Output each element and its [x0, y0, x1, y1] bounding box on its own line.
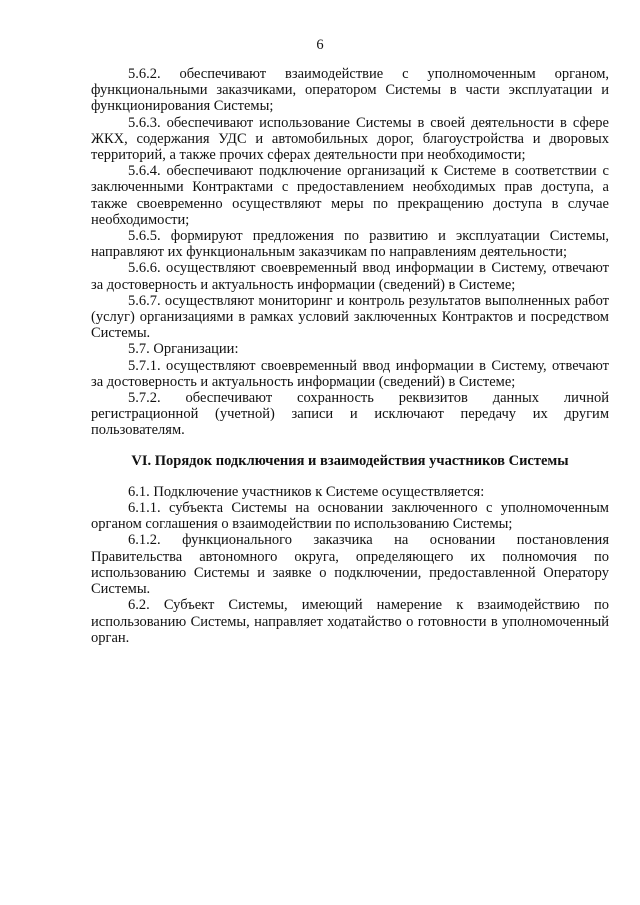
section-heading: VI. Порядок подключения и взаимодействия участников Системы	[131, 452, 569, 469]
paragraph-5-6-4: 5.6.4. обеспечивают подключение организаций к Системе в соответствии с заключенными Контрактами с предоставлением необходимых прав доступа, а также своевременно осуществляют меры по прекращению доступа в случае необходимости;	[91, 163, 609, 228]
paragraph-5-7: 5.7. Организации:	[128, 341, 239, 358]
paragraph-5-6-6: 5.6.6. осуществляют своевременный ввод информации в Систему, отвечают за достоверность и актуальность информации (сведений) в Системе;	[91, 260, 609, 293]
paragraph-6-2: 6.2. Субъект Системы, имеющий намерение к взаимодействию по использованию Системы, направляет ходатайство о готовности в уполномоченный орган.	[91, 597, 609, 646]
document-body	[91, 66, 609, 646]
paragraph-5-7-2: 5.7.2. обеспечивают сохранность реквизитов данных личной регистрационной (учетной) записи и исключают передачу их другим пользователям.	[91, 390, 609, 439]
paragraph-5-6-3: 5.6.3. обеспечивают использование Системы в своей деятельности в сфере ЖКХ, содержания УДС и автомобильных дорог, благоустройства и дворовых территорий, а также прочих сферах деятельности при необходимости;	[91, 114, 609, 164]
paragraph-5-6-7: 5.6.7. осуществляют мониторинг и контроль результатов выполненных работ (услуг) организациями в рамках условий заключенных Контрактов и посредством Системы.	[91, 292, 609, 342]
paragraph-6-1: 6.1. Подключение участников к Системе осуществляется:	[128, 483, 485, 500]
paragraph-6-1-1: 6.1.1. субъекта Системы на основании заключенного с уполномоченным органом соглашения о взаимодействии по использованию Системы;	[91, 500, 609, 533]
paragraph-5-6-5: 5.6.5. формируют предложения по развитию и эксплуатации Системы, направляют их функциональным заказчикам по направлениям деятельности;	[91, 228, 609, 261]
paragraph-5-7-1: 5.7.1. осуществляют своевременный ввод информации в Систему, отвечают за достоверность и актуальность информации (сведений) в Системе;	[91, 357, 609, 390]
paragraph-6-1-2: 6.1.2. функционального заказчика на основании постановления Правительства автономного округа, определяющего их полномочия по использованию Системы и заявке о подключении, предоставленной Оператору Системы.	[91, 532, 609, 598]
page-number: 6	[316, 37, 324, 53]
paragraph-5-6-2: 5.6.2. обеспечивают взаимодействие с уполномоченным органом, функциональными заказчиками, оператором Системы в части эксплуатации и функционирования Системы;	[91, 66, 609, 115]
